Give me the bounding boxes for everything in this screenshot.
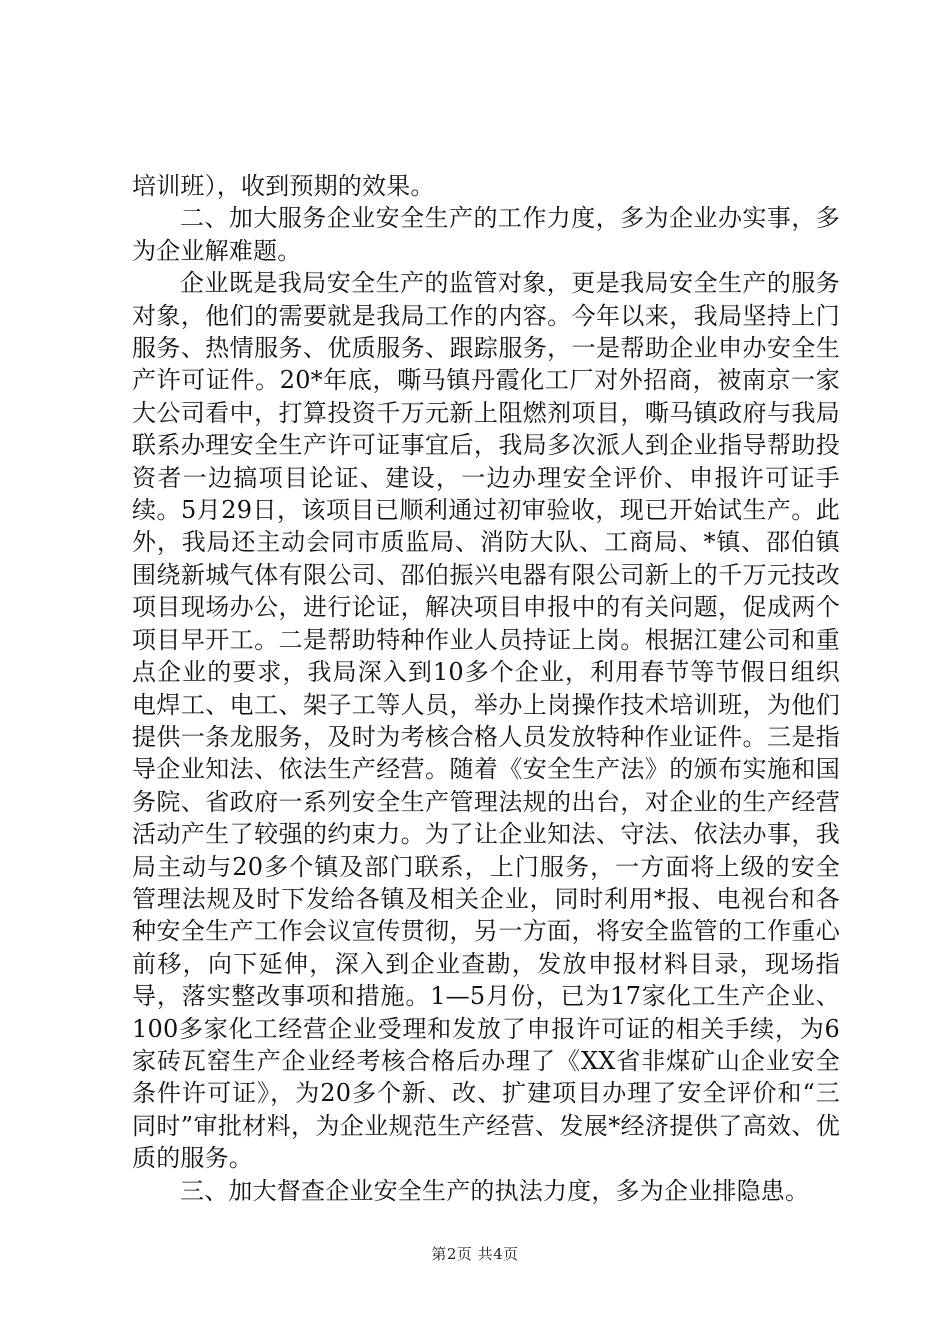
- section-heading-three: 三、加大督查企业安全生产的执法力度，多为企业排隐患。: [180, 1176, 810, 1205]
- page-number-footer: 第2页 共4页: [431, 1245, 519, 1263]
- paragraph-enterprise-service: 企业既是我局安全生产的监管对象，更是我局安全生产的服务对象，他们的需要就是我局工作的内容。今年以来，我局坚持上门服务、热情服务、优质服务、跟踪服务，一是帮助企业申办安全生产许可证件。20*年底，嘶马镇丹霞化工厂对外招商，被南京一家大公司看中，打算投资千万元新上阻燃剂项目，嘶马镇政府与我局联系办理安全生产许可证事宜后，我局多次派人到企业指导帮助投资者一边搞项目论证、建设，一边办理安全评价、申报许可证手续。5月29日，该项目已顺利通过初审验收，现已开始试生产。此外，我局还主动会同市质监局、消防大队、工商局、*镇、邵伯镇围绕新城气体有限公司、邵伯振兴电器有限公司新上的千万元技改项目现场办公，进行论证，解决项目申报中的有关问题，促成两个项目早开工。二是帮助特种作业人员持证上岗。根据江建公司和重点企业的要求，我局深入到10多个企业，利用春节等节假日组织电焊工、电工、架子工等人员，举办上岗操作技术培训班，为他们提供一条龙服务，及时为考核合格人员发放特种作业证件。三是指导企业知法、依法生产经营。随着《安全生产法》的颁布实施和国务院、省政府一系列安全生产管理法规的出台，对企业的生产经营活动产生了较强的约束力。为了让企业知法、守法、依法办事，我局主动与20多个镇及部门联系，上门服务，一方面将上级的安全管理法规及时下发给各镇及相关企业，同时利用*报、电视台和各种安全生产工作会议宣传贯彻，另一方面，将安全监管的工作重心前移，向下延伸，深入到企业查勘，发放申报材料目录，现场指导，落实整改事项和措施。1—5月份，已为17家化工生产企业、100多家化工经营企业受理和发放了申报许可证的相关手续，为6家砖瓦窑生产企业经考核合格后办理了《XX省非煤矿山企业安全条件许可证》，为20多个新、改、扩建项目办理了安全评价和“三同时”审批材料，为企业规范生产经营、发展*经济提供了高效、优质的服务。: [132, 269, 840, 1173]
- section-heading-two: 二、加大服务企业安全生产的工作力度，多为企业办实事，多为企业解难题。: [132, 204, 840, 265]
- document-body: [132, 170, 840, 1207]
- paragraph-continuation: 培训班），收到预期的效果。: [132, 172, 435, 200]
